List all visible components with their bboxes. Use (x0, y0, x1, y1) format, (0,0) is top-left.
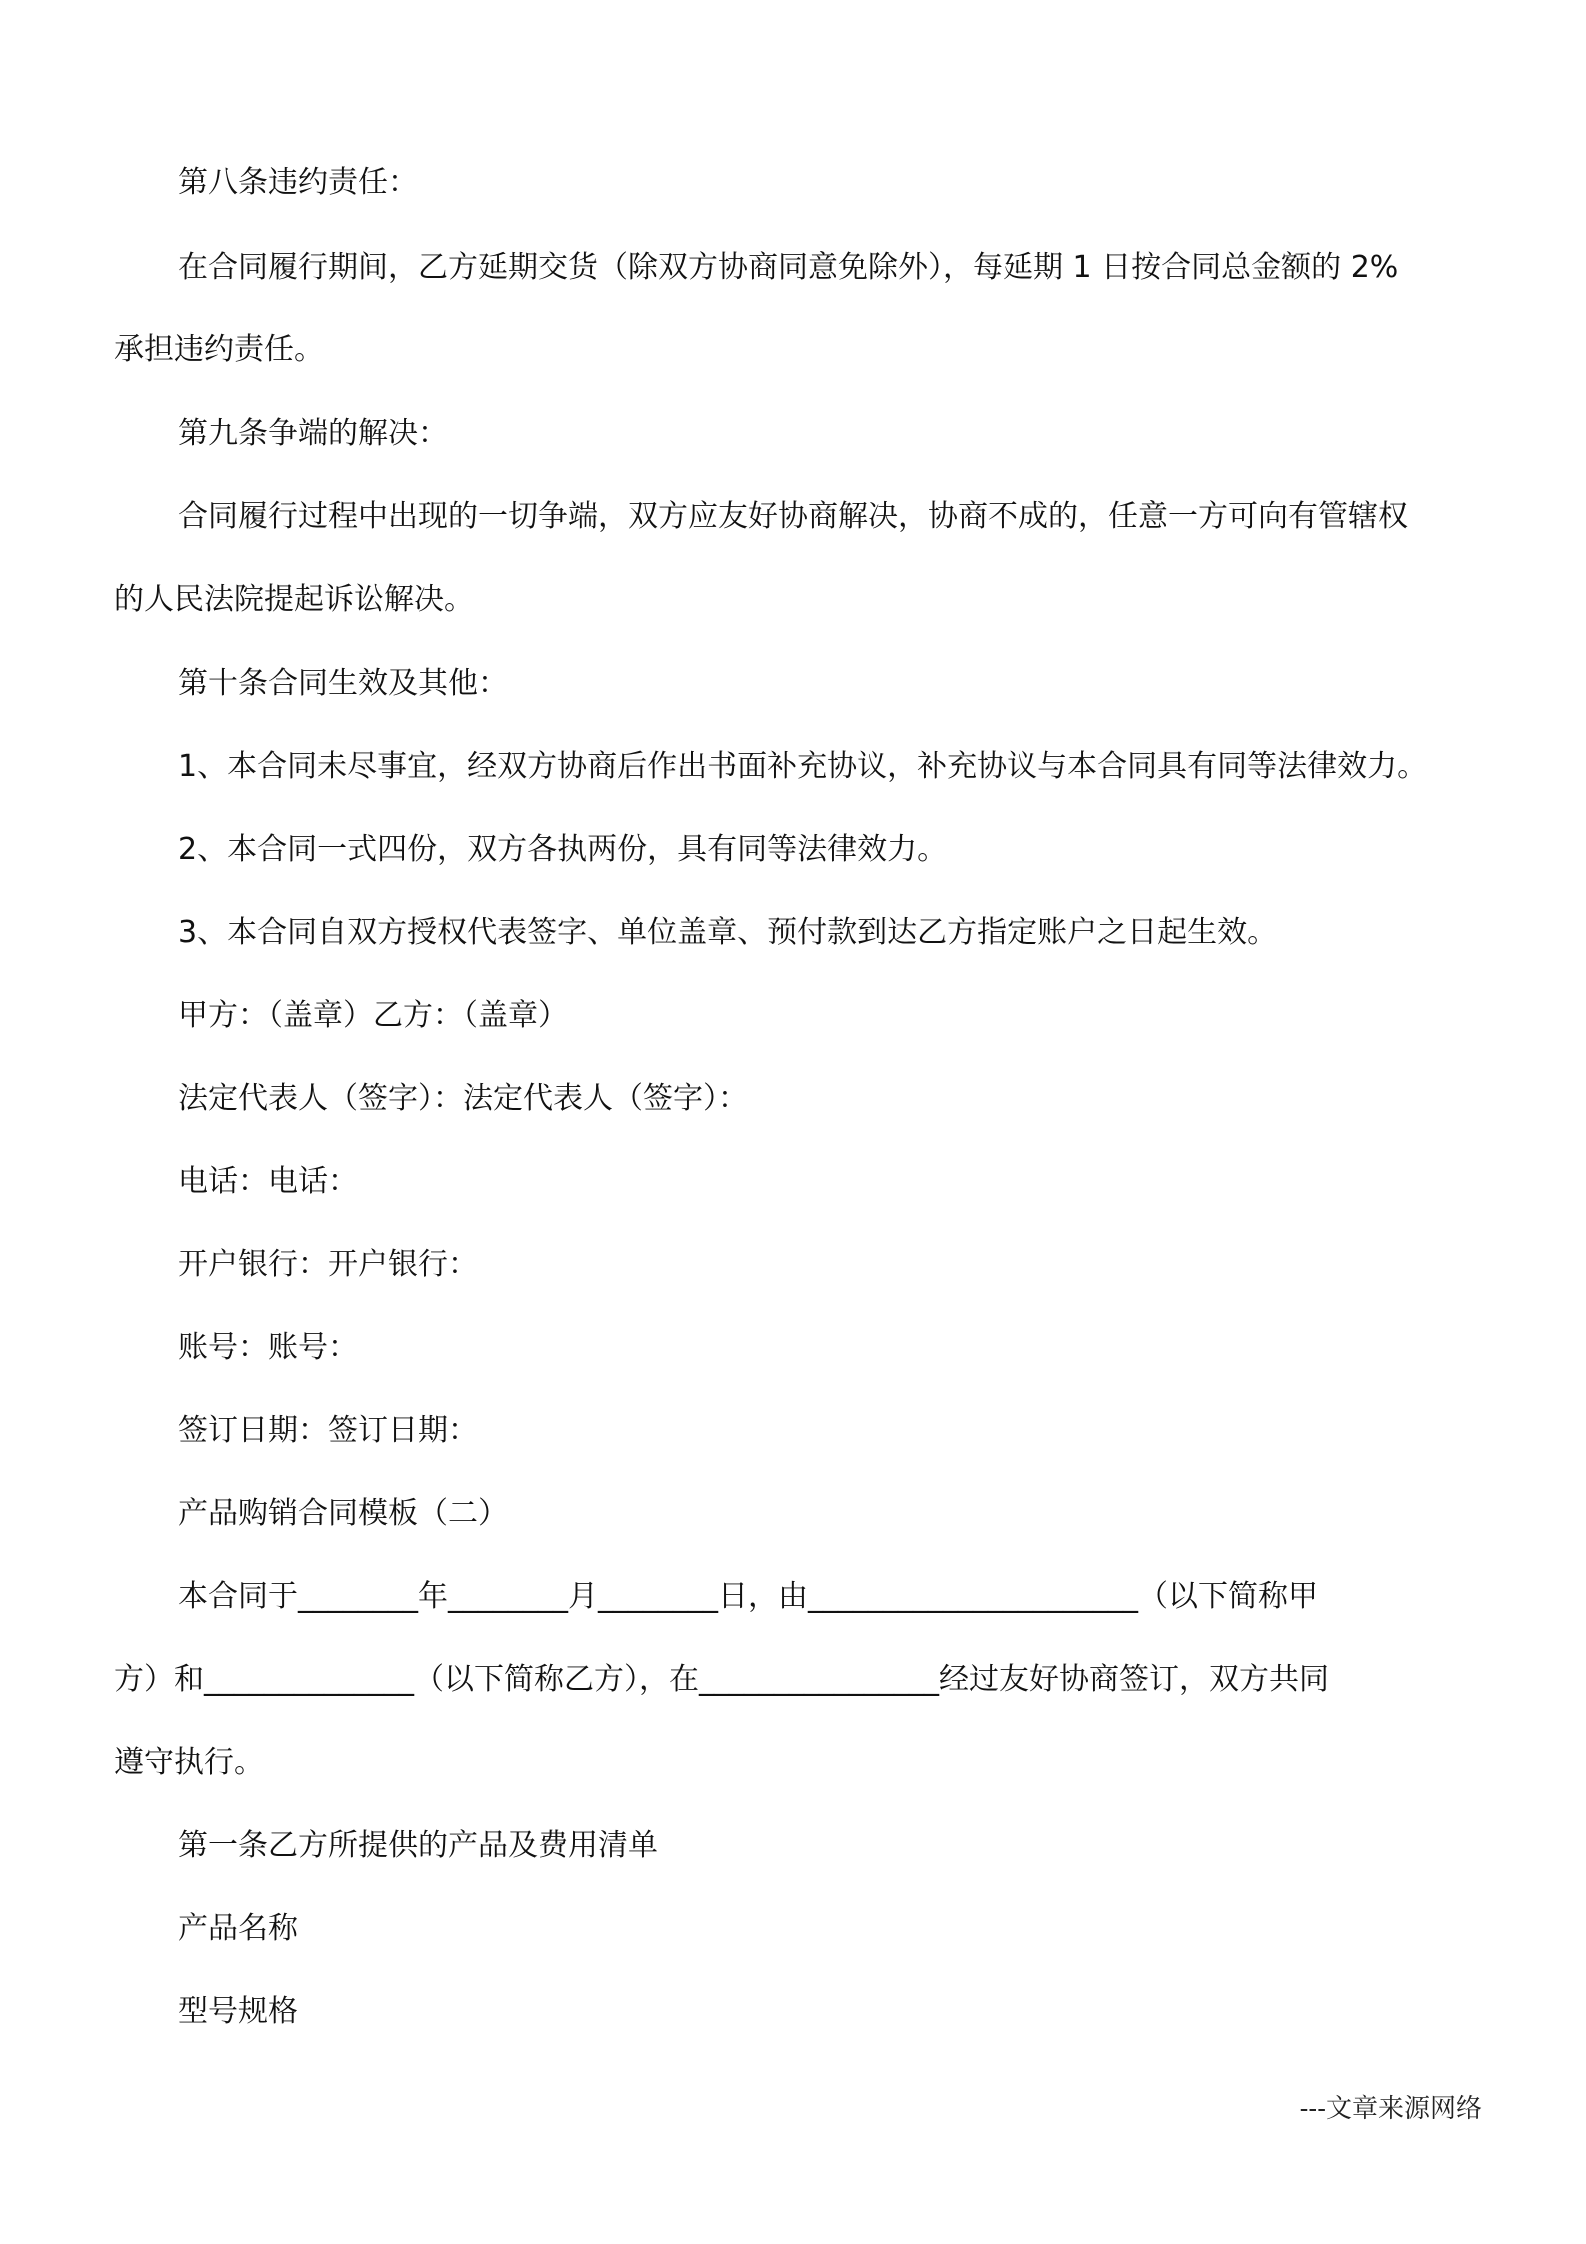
account-line: 账号：账号： (178, 1330, 358, 1365)
template-2-title: 产品购销合同模板（二） (178, 1496, 508, 1531)
article-8-paragraph-line-1: 在合同履行期间，乙方延期交货（除双方协商同意免除外），每延期 1 日按合同总金额的 2% (178, 250, 1399, 285)
sign-date-line: 签订日期：签订日期： (178, 1413, 478, 1448)
article-9-heading: 第九条争端的解决： (178, 416, 448, 451)
party-seal-line: 甲方：（盖章）乙方：（盖章） (178, 998, 568, 1033)
article-9-paragraph-line-1: 合同履行过程中出现的一切争端，双方应友好协商解决，协商不成的，任意一方可向有管辖权 (178, 499, 1408, 534)
article-10-clause-2: 2、本合同一式四份，双方各执两份，具有同等法律效力。 (178, 832, 948, 867)
model-spec-label: 型号规格 (178, 1994, 298, 2029)
article-8-heading: 第八条违约责任： (178, 165, 418, 200)
source-footer: ---文章来源网络 (1299, 2094, 1482, 2124)
product-name-label: 产品名称 (178, 1911, 298, 1946)
article-10-clause-3: 3、本合同自双方授权代表签字、单位盖章、预付款到达乙方指定账户之日起生效。 (178, 915, 1278, 950)
article-10-heading: 第十条合同生效及其他： (178, 666, 508, 701)
article-8-paragraph-line-2: 承担违约责任。 (114, 332, 324, 367)
phone-line: 电话：电话： (178, 1164, 358, 1199)
template-2-intro-line-1: 本合同于________年________月________日，由______________________（以下简称甲 (178, 1579, 1318, 1614)
template-2-intro-line-3: 遵守执行。 (114, 1745, 264, 1780)
article-9-paragraph-line-2: 的人民法院提起诉讼解决。 (114, 582, 474, 617)
article-1-heading: 第一条乙方所提供的产品及费用清单 (178, 1828, 658, 1863)
template-2-intro-line-2: 方）和______________（以下简称乙方），在________________经过友好协商签订，双方共同 (114, 1662, 1329, 1697)
article-10-clause-1: 1、本合同未尽事宜，经双方协商后作出书面补充协议，补充协议与本合同具有同等法律效力。 (178, 749, 1428, 784)
legal-rep-line: 法定代表人（签字）：法定代表人（签字）： (178, 1081, 748, 1116)
bank-line: 开户银行：开户银行： (178, 1247, 478, 1282)
